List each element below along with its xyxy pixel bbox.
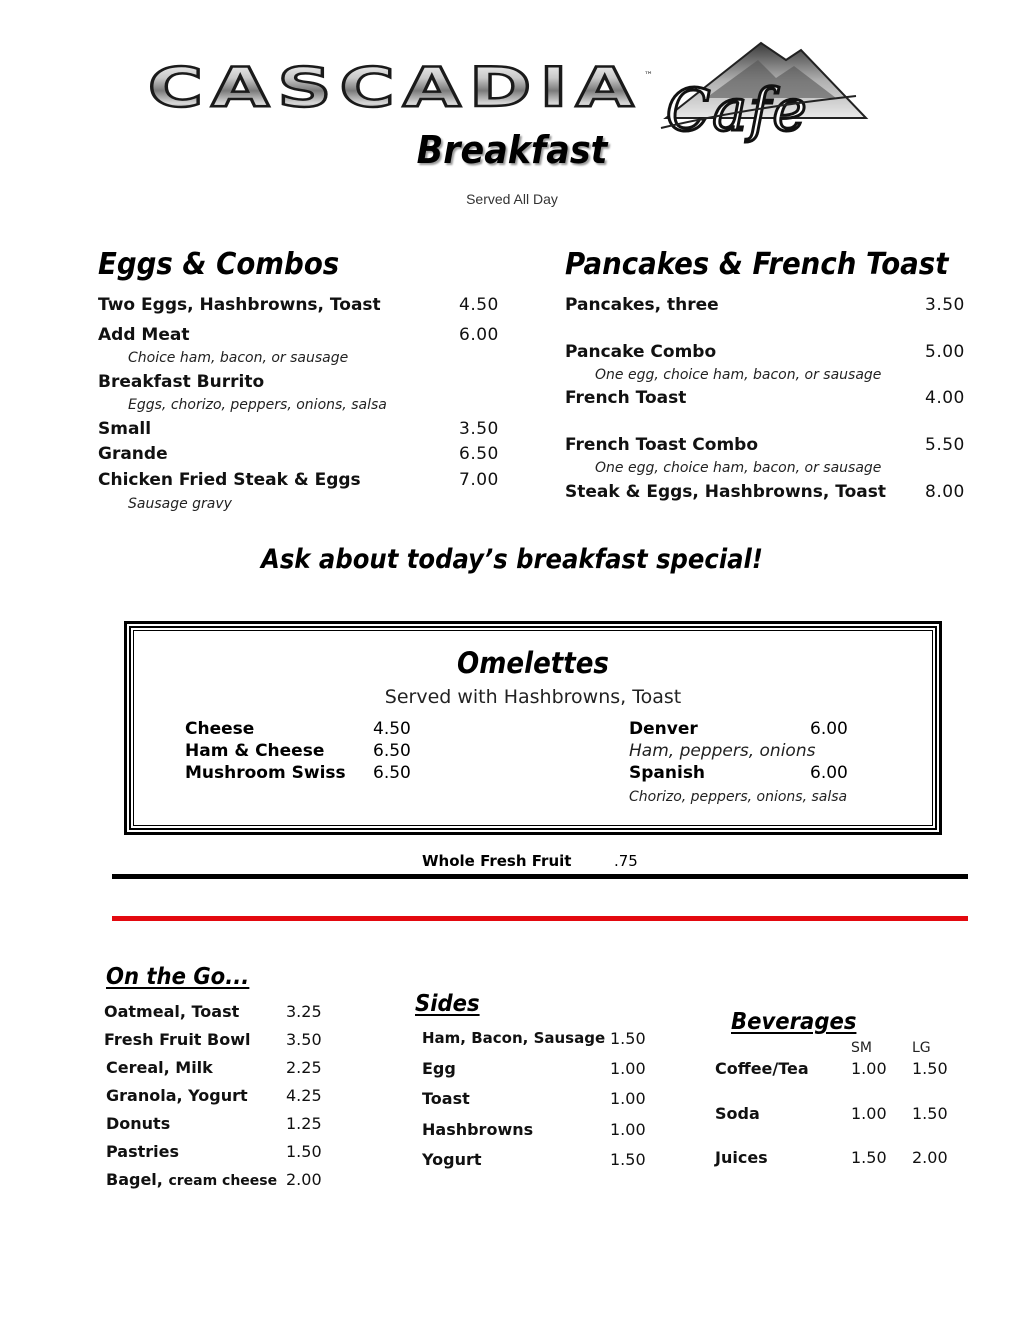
beverage-price-large: 2.00 (912, 1148, 948, 1167)
menu-item-name: Pancakes, three (565, 295, 719, 315)
omelette-name: Ham & Cheese (185, 741, 325, 761)
section-heading-omelettes: Omelettes (457, 646, 609, 680)
omelette-price: 6.00 (810, 719, 848, 739)
omelette-name: Mushroom Swiss (185, 763, 346, 783)
menu-item-price: 4.00 (925, 388, 965, 408)
menu-item-description: One egg, choice ham, bacon, or sausage (595, 460, 882, 476)
menu-item-name: Donuts (106, 1114, 171, 1133)
beverage-price-large: 1.50 (912, 1059, 948, 1078)
menu-item-name: French Toast Combo (565, 435, 759, 455)
menu-item-name: Granola, Yogurt (106, 1086, 248, 1105)
menu-item-price: 5.50 (925, 435, 965, 455)
beverage-name: Soda (715, 1104, 760, 1123)
omelette-price: 6.50 (373, 741, 411, 761)
menu-item-description: Choice ham, bacon, or sausage (128, 350, 349, 366)
menu-item-name: Steak & Eggs, Hashbrowns, Toast (565, 482, 886, 502)
menu-item-price: 1.00 (610, 1120, 646, 1139)
section-heading-on-the-go: On the Go... (106, 964, 250, 990)
menu-item-price: 6.50 (459, 444, 499, 464)
menu-item-name: Oatmeal, Toast (104, 1002, 240, 1021)
menu-item-description: One egg, choice ham, bacon, or sausage (595, 367, 882, 383)
menu-item-name-suffix: cream cheese (168, 1173, 278, 1189)
menu-item-name: Chicken Fried Steak & Eggs (98, 470, 361, 490)
menu-item-price: 4.25 (286, 1086, 322, 1105)
menu-item-price: 6.00 (459, 325, 499, 345)
menu-item-name: Pastries (106, 1142, 180, 1161)
menu-item-price: 2.25 (286, 1058, 322, 1077)
menu-item-name: Ham, Bacon, Sausage (422, 1029, 606, 1047)
menu-item-price: 3.50 (286, 1030, 322, 1049)
menu-item-name: Hashbrowns (422, 1120, 534, 1139)
menu-item-price: 8.00 (925, 482, 965, 502)
section-heading-pancakes-french-toast: Pancakes & French Toast (565, 247, 949, 282)
beverage-name: Coffee/Tea (715, 1059, 809, 1078)
beverage-price-small: 1.00 (851, 1104, 887, 1123)
menu-item-price: 3.50 (925, 295, 965, 315)
menu-item-price: 1.50 (610, 1029, 646, 1048)
omelette-price: 6.50 (373, 763, 411, 783)
beverage-price-large: 1.50 (912, 1104, 948, 1123)
omelette-name: Spanish (629, 763, 706, 783)
menu-item-price: 3.50 (459, 419, 499, 439)
fruit-item-price: .75 (614, 852, 638, 870)
menu-item-name: Add Meat (98, 325, 190, 345)
menu-item-price: 2.00 (286, 1170, 322, 1189)
menu-item-price: 1.25 (286, 1114, 322, 1133)
brand-cafe-script: Cafe (666, 76, 809, 144)
menu-item-name: Cereal, Milk (106, 1058, 213, 1077)
omelette-price: 6.00 (810, 763, 848, 783)
page-title: Breakfast (416, 128, 608, 172)
omelettes-box (124, 621, 942, 835)
menu-item-name: Grande (98, 444, 168, 464)
size-header-small: SM (851, 1040, 872, 1056)
red-divider (112, 916, 968, 921)
page-subtitle: Served All Day (466, 191, 558, 207)
menu-item-description: Sausage gravy (128, 496, 232, 512)
menu-item-price: 1.00 (610, 1089, 646, 1108)
svg-text:™: ™ (644, 71, 653, 81)
black-divider (112, 874, 968, 879)
omelettes-subheading: Served with Hashbrowns, Toast (384, 686, 682, 708)
section-heading-eggs-combos: Eggs & Combos (98, 247, 340, 282)
omelette-name: Denver (629, 719, 698, 739)
beverage-name: Juices (715, 1148, 768, 1167)
beverage-price-small: 1.50 (851, 1148, 887, 1167)
brand-wordmark: CASCADIA (148, 56, 642, 119)
fruit-item-name: Whole Fresh Fruit (422, 852, 572, 870)
menu-item-name: Toast (422, 1089, 470, 1108)
menu-item-price: 7.00 (459, 470, 499, 490)
menu-item-price: 5.00 (925, 342, 965, 362)
menu-item-name: French Toast (565, 388, 687, 408)
menu-item-name: Two Eggs, Hashbrowns, Toast (98, 295, 381, 315)
menu-item-price: 1.50 (286, 1142, 322, 1161)
special-banner: Ask about today’s breakfast special! (261, 544, 763, 575)
menu-item-name (106, 1170, 277, 1189)
menu-item-price: 1.00 (610, 1059, 646, 1078)
section-heading-sides: Sides (415, 991, 480, 1017)
menu-item-name: Fresh Fruit Bowl (104, 1030, 251, 1049)
menu-item-name: Yogurt (422, 1150, 482, 1169)
size-header-large: LG (912, 1040, 931, 1056)
omelette-price: 4.50 (373, 719, 411, 739)
menu-item-name: Egg (422, 1059, 456, 1078)
menu-item-price: 3.25 (286, 1002, 322, 1021)
section-heading-beverages: Beverages (731, 1009, 857, 1035)
menu-item-name: Breakfast Burrito (98, 372, 265, 392)
menu-item-name: Pancake Combo (565, 342, 717, 362)
menu-item-price: 1.50 (610, 1150, 646, 1169)
menu-item-price: 4.50 (459, 295, 499, 315)
omelette-name: Cheese (185, 719, 255, 739)
beverage-price-small: 1.00 (851, 1059, 887, 1078)
menu-item-name: Small (98, 419, 152, 439)
menu-item-description: Eggs, chorizo, peppers, onions, salsa (128, 397, 387, 413)
menu-item-name-main: Bagel, (106, 1170, 163, 1189)
omelette-description: Ham, peppers, onions (629, 741, 816, 761)
omelette-description: Chorizo, peppers, onions, salsa (629, 789, 848, 805)
